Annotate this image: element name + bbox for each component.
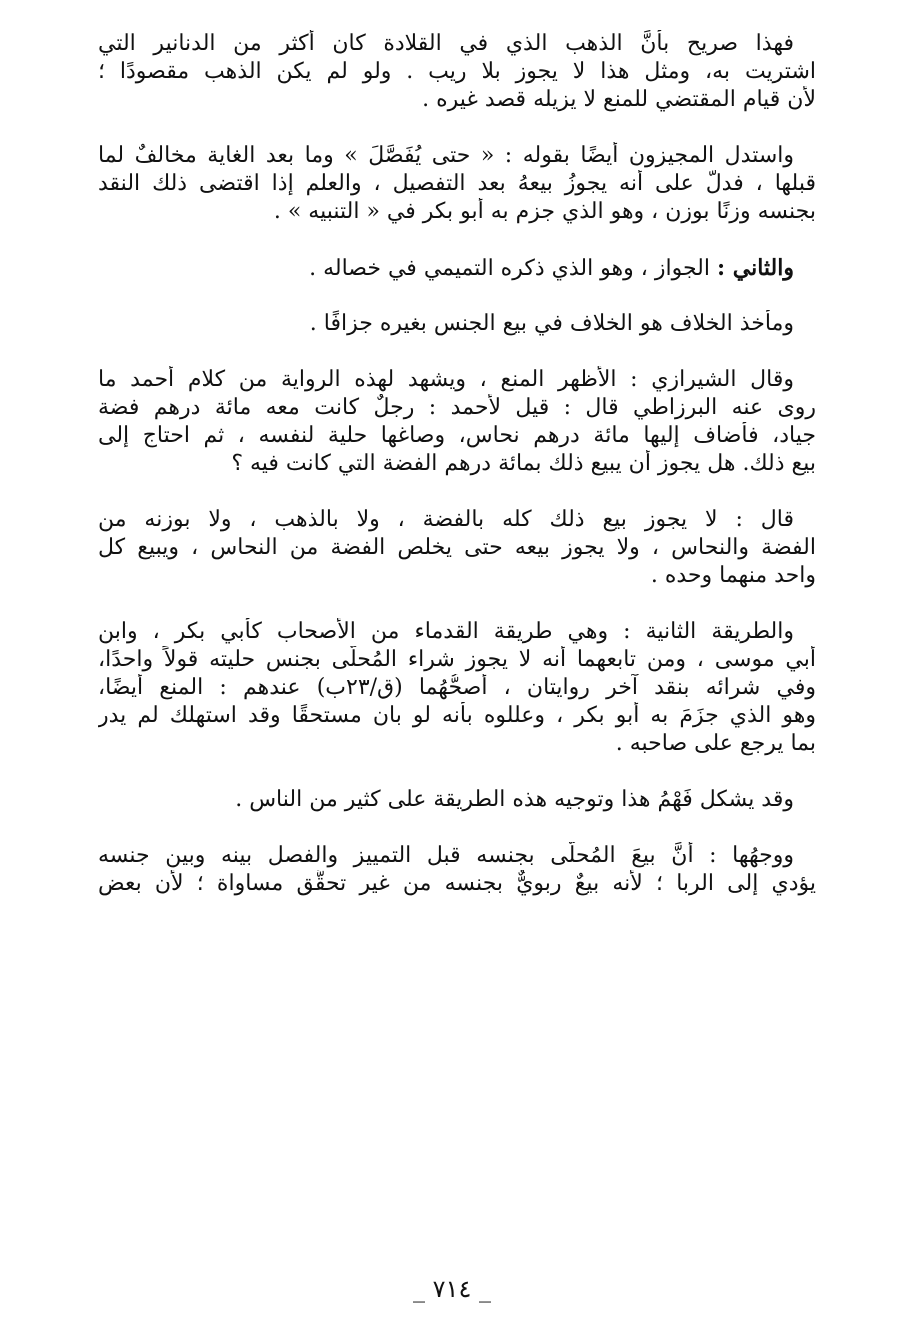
text-line: وقال الشيرازي : الأظهر المنع ، ويشهد لهذه الرواية من كلام أحمد ما — [98, 367, 794, 392]
text-line: قبلها ، فدلَّ على أنه يجوزُ بيعهُ بعد التفصيل ، والعلم إذا اقتضى ذلك النقد — [98, 171, 816, 196]
paragraph-8 — [98, 786, 816, 814]
text-line: بيع ذلك. هل يجوز أن يبيع ذلك بمائة درهم الفضة التي كانت فيه ؟ — [231, 451, 816, 476]
text-line: روى عنه البرزاطي قال : قيل لأحمد : رجلٌ كانت معه مائة درهم فضة — [98, 395, 816, 420]
text-line: اشتريت به، ومثل هذا لا يجوز بلا ريب . ولو لم يكن الذهب مقصودًا ؛ — [98, 59, 816, 84]
text-line: لأن قيام المقتضي للمنع لا يزيله قصد غيره . — [422, 87, 816, 112]
page-body — [98, 30, 816, 898]
text-line: وقد يشكل فَهْمُ هذا وتوجيه هذه الطريقة على كثير من الناس . — [235, 787, 794, 812]
paragraph-5 — [98, 366, 816, 478]
text-line: ومأخذ الخلاف هو الخلاف في بيع الجنس بغيره جزافًا . — [309, 311, 794, 336]
text-line: والطريقة الثانية : وهي طريقة القدماء من الأصحاب كأبي بكر ، وابن — [98, 619, 794, 644]
text-line: واحد منهما وحده . — [650, 563, 816, 588]
paragraph-6 — [98, 506, 816, 590]
text-line: واستدل المجيزون أيضًا بقوله : « حتى يُفَصَّلَ » وما بعد الغاية مخالفٌ لما — [98, 143, 794, 168]
paragraph-3 — [98, 254, 816, 282]
paragraph-9 — [98, 842, 816, 898]
text-line: فهذا صريح بأنَّ الذهب الذي في القلادة كان أكثر من الدنانير التي — [98, 31, 794, 56]
paragraph-2 — [98, 142, 816, 226]
text-line: يؤدي إلى الربا ؛ لأنه بيعٌ ربويٌّ بجنسه من غير تحقُّق مساواة ؛ لأن بعض — [98, 871, 816, 896]
text-line — [98, 254, 816, 282]
page-number: _ ٧١٤ _ — [413, 1275, 491, 1303]
text-line: الفضة والنحاس ، ولا يجوز بيعه حتى يخلص الفضة من النحاس ، ويبيع كل — [98, 535, 816, 560]
text-line: بما يرجع على صاحبه . — [615, 731, 816, 756]
text-line: ووجهُها : أنَّ بيعَ المُحلَّى بجنسه قبل التمييز والفصل بينه وبين جنسه — [98, 843, 794, 868]
text-line: قال : لا يجوز بيع ذلك كله بالفضة ، ولا بالذهب ، ولا بوزنه من — [98, 507, 794, 532]
text-line: وهو الذي جزَمَ به أبو بكر ، وعللوه بأنه لو بان مستحقًا وقد استهلك لم يدر — [98, 703, 816, 728]
text-line: أبي موسى ، ومن تابعهما أنه لا يجوز شراء المُحلَّى بجنس حليته قولاً واحدًا، — [98, 647, 816, 672]
paragraph-1 — [98, 30, 816, 114]
paragraph-7 — [98, 618, 816, 758]
paragraph-4 — [98, 310, 816, 338]
text-line: بجنسه وزنًا بوزن ، وهو الذي جزم به أبو بكر في « التنبيه » . — [273, 199, 816, 224]
text-run: الجواز ، وهو الذي ذكره التميمي في خصاله . — [309, 256, 717, 281]
text-line: جياد، فأضاف إليها مائة درهم نحاس، وصاغها حلية لنفسه ، ثم احتاج إلى — [98, 423, 816, 448]
text-line: وفي شرائه بنقد آخر روايتان ، أصحُّهُما (ق/٢٣ب) عندهم : المنع أيضًا، — [98, 675, 816, 700]
paragraph-lead: والثاني : — [716, 255, 794, 281]
